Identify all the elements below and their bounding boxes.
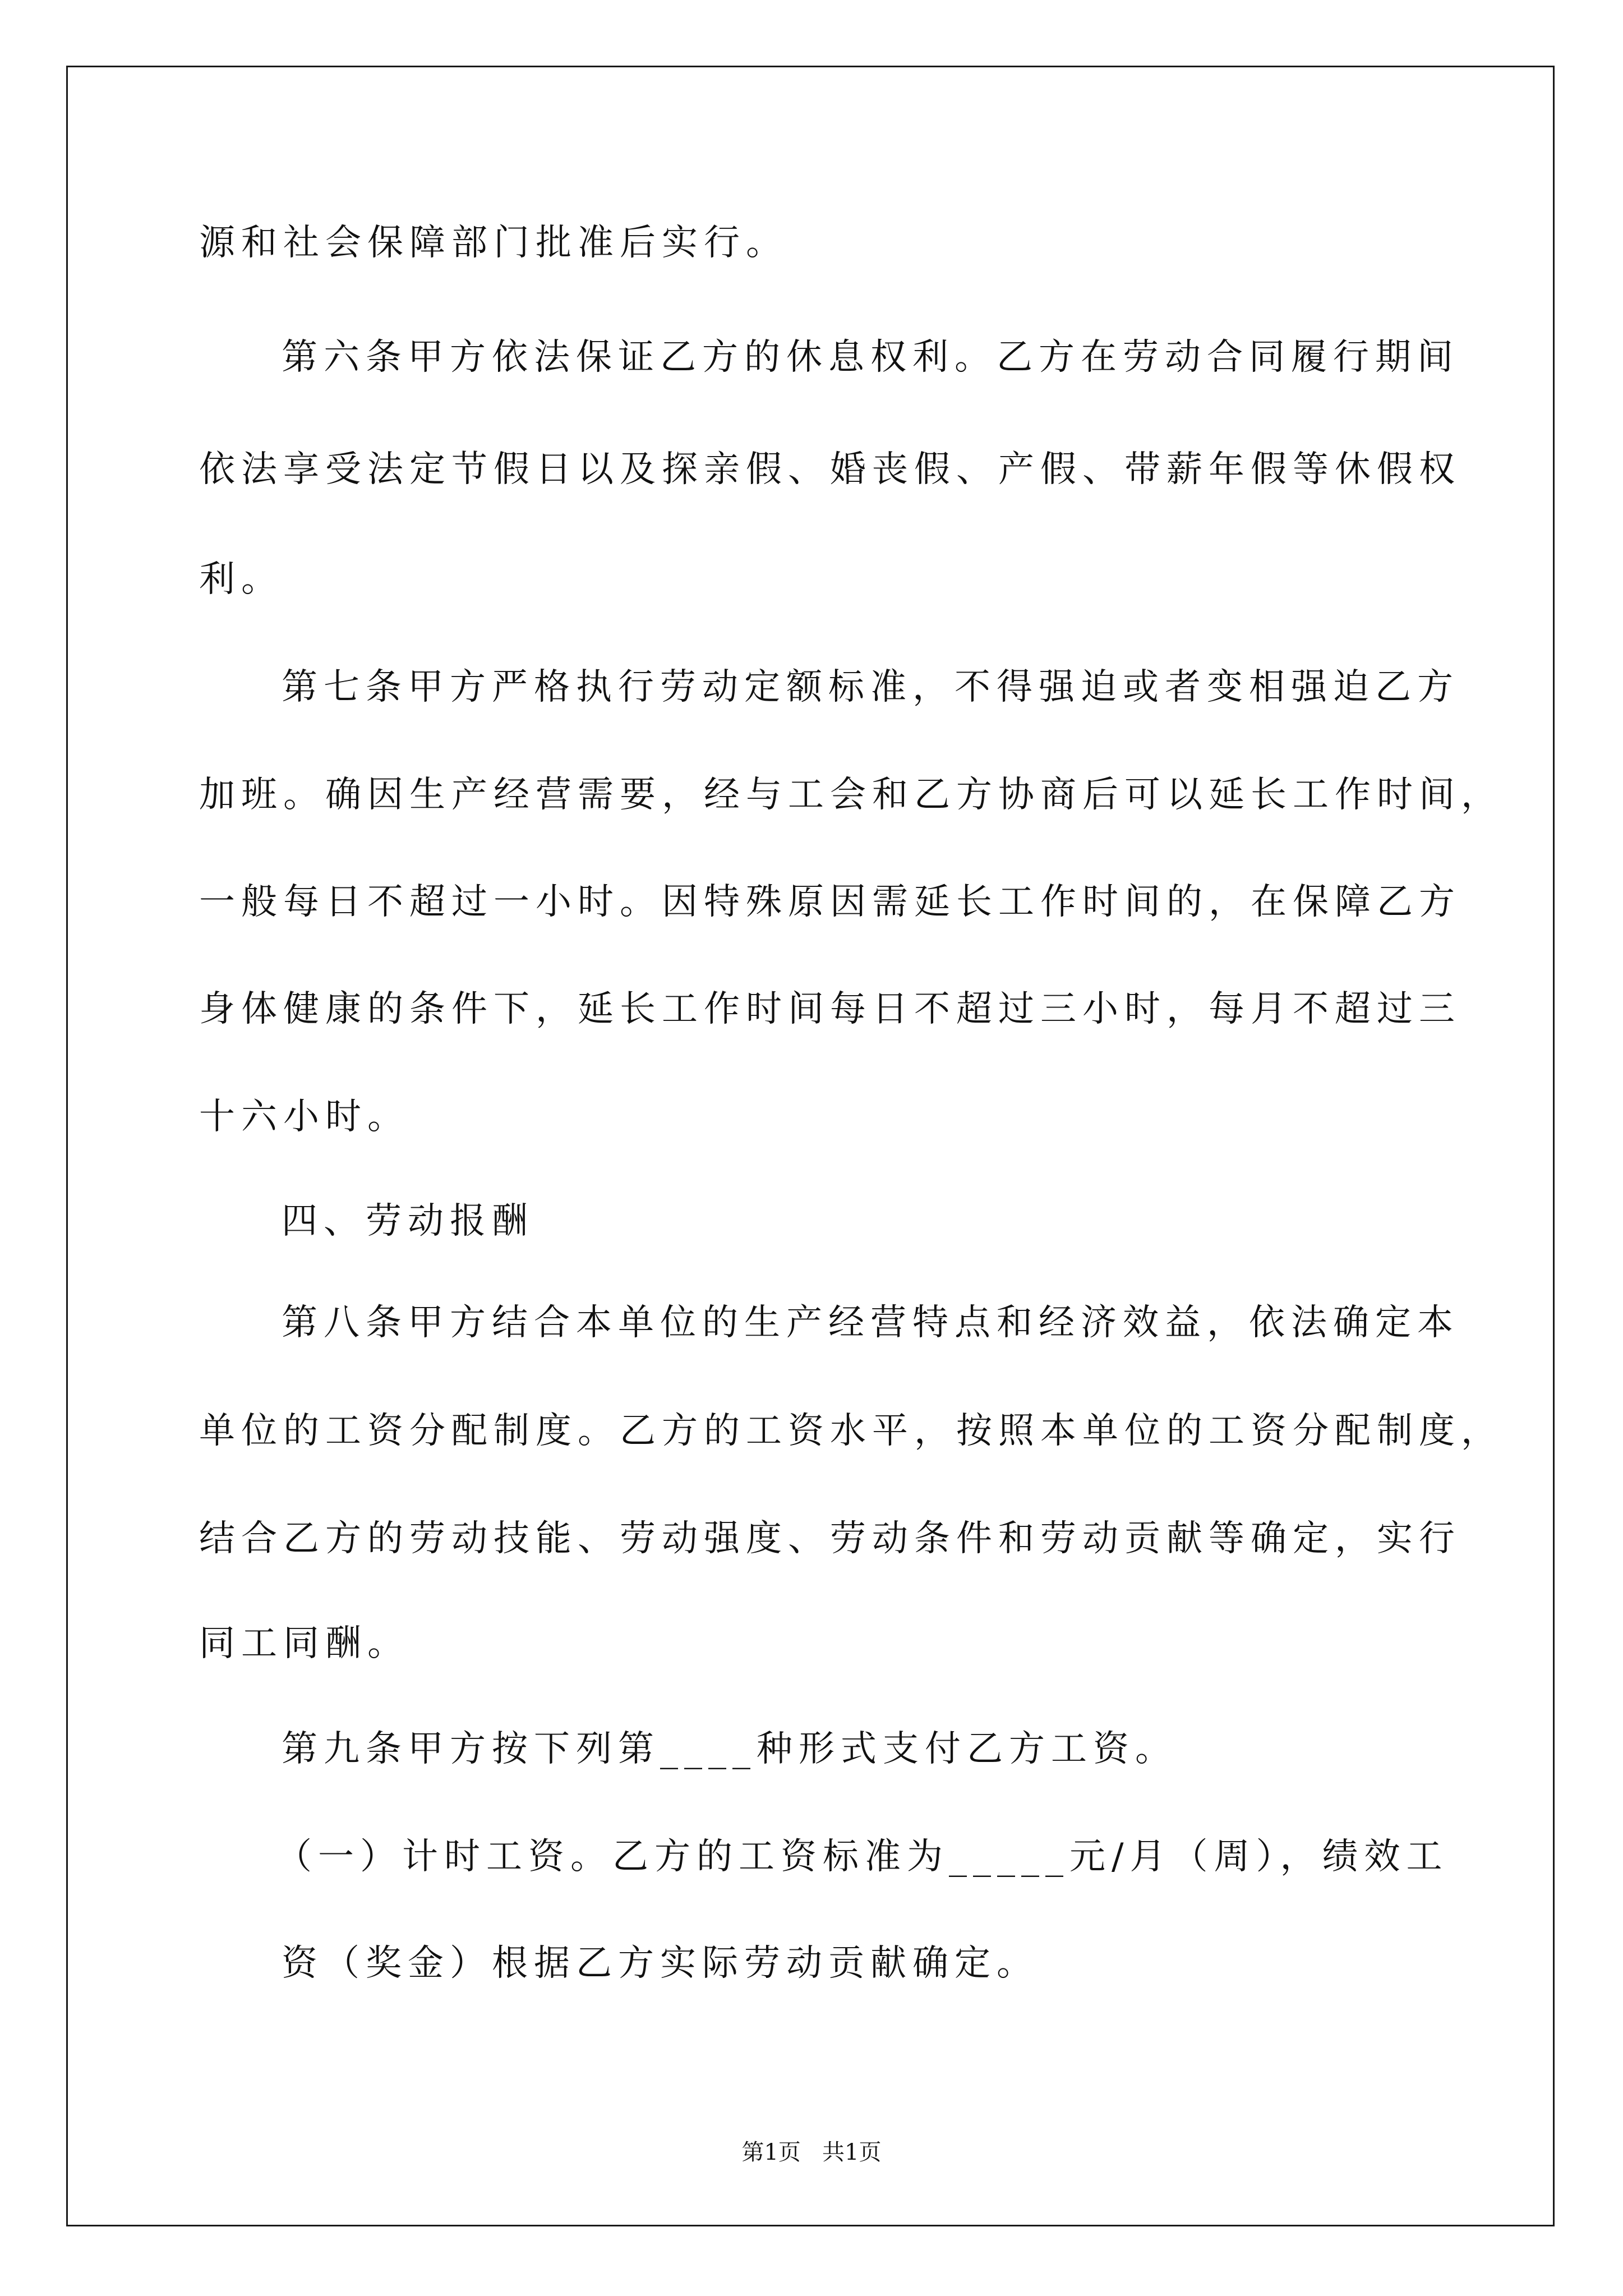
text-line: 利。 xyxy=(199,559,283,600)
text-line: 加班。确因生产经营需要，经与工会和乙方协商后可以延长工作时间， xyxy=(199,774,1503,816)
text-line: 第六条甲方依法保证乙方的休息权利。乙方在劳动合同履行期间 xyxy=(282,337,1459,378)
text-line: 身体健康的条件下，延长工作时间每日不超过三小时，每月不超过三 xyxy=(199,988,1461,1030)
text-line: 单位的工资分配制度。乙方的工资水平，按照本单位的工资分配制度， xyxy=(199,1410,1503,1452)
page-number-footer: 第1页 共1页 xyxy=(741,2139,882,2165)
text-line: 同工同酬。 xyxy=(199,1623,409,1664)
text-line: （一）计时工资。乙方的工资标准为_____元/月（周），绩效工 xyxy=(276,1836,1449,1878)
text-line: 十六小时。 xyxy=(199,1096,409,1138)
page-frame xyxy=(66,66,1555,2226)
text-line: 结合乙方的劳动技能、劳动强度、劳动条件和劳动贡献等确定，实行 xyxy=(199,1518,1461,1559)
section-heading: 四、劳动报酬 xyxy=(282,1200,534,1242)
text-line: 源和社会保障部门批准后实行。 xyxy=(199,222,788,264)
text-line: 第七条甲方严格执行劳动定额标准，不得强迫或者变相强迫乙方 xyxy=(282,666,1459,708)
text-line: 依法享受法定节假日以及探亲假、婚丧假、产假、带薪年假等休假权 xyxy=(199,449,1461,490)
text-line: 资（奖金）根据乙方实际劳动贡献确定。 xyxy=(282,1943,1039,1984)
text-line: 第九条甲方按下列第____种形式支付乙方工资。 xyxy=(282,1728,1177,1770)
text-line: 第八条甲方结合本单位的生产经营特点和经济效益，依法确定本 xyxy=(282,1302,1459,1343)
text-line: 一般每日不超过一小时。因特殊原因需延长工作时间的，在保障乙方 xyxy=(199,881,1461,923)
